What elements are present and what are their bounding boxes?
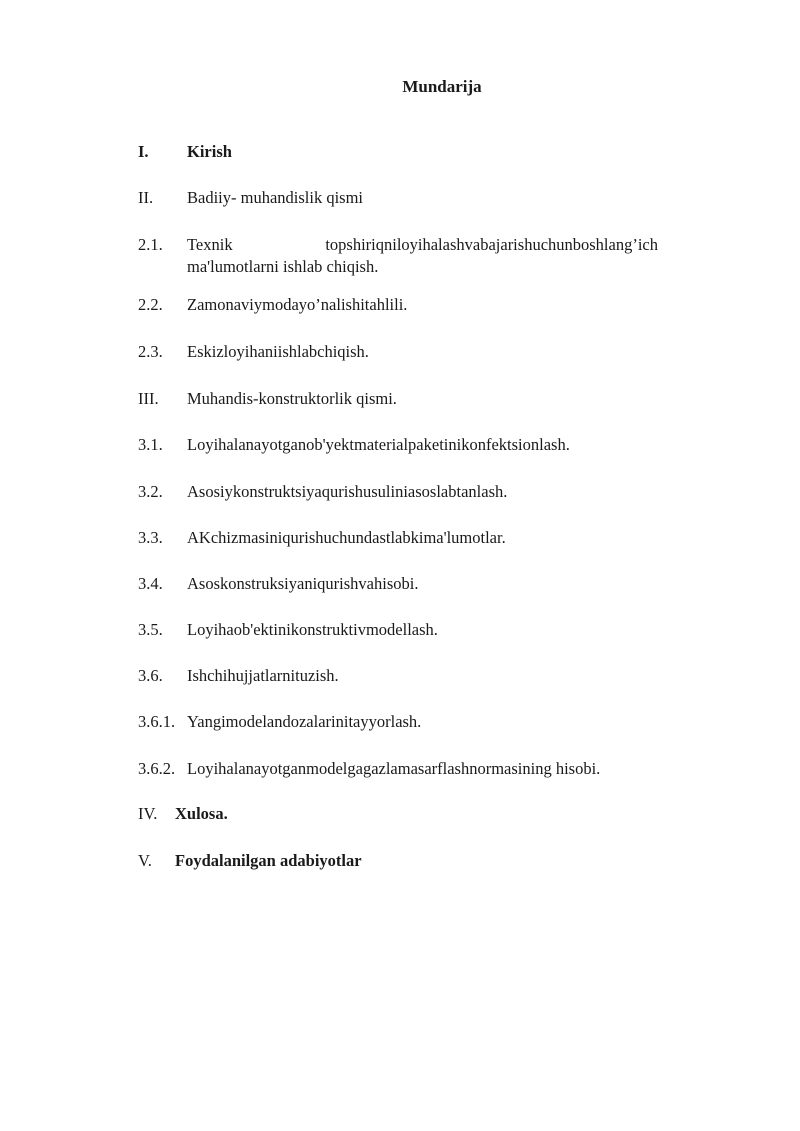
toc-text: Muhandis-konstruktorlik qismi. [187,389,397,408]
toc-text: Zamonaviymodayo’nalishitahlili. [187,295,408,314]
toc-number: III. [138,389,159,408]
toc-text: Kirish [187,142,232,161]
toc-number: II. [138,188,154,207]
toc-text: Asosiykonstruktsiyaqurishusuliniasoslabtanlash. [187,482,508,501]
toc-number: 3.2. [138,482,163,501]
toc-number: 3.3. [138,528,163,547]
toc-number: 3.6.1. [138,712,176,731]
toc-number: 3.4. [138,574,163,593]
toc-text: Yangimodelandozalarinitayyorlash. [187,712,422,731]
toc-number: 3.5. [138,620,163,639]
toc-text: Eskizloyihaniishlabchiqish. [187,342,369,361]
toc-text-part: Texnik [187,235,233,254]
toc-number: V. [138,851,152,870]
toc-text: Badiiy- muhandislik qismi [187,188,363,207]
toc-number: IV. [138,804,158,823]
toc-number: 3.6. [138,666,163,685]
toc-text: AKchizmasiniqurishuchundastlabkima'lumotlar. [187,528,506,547]
toc-number: 2.1. [138,235,163,254]
toc-text [187,234,658,278]
page-title: Mundarija [402,77,482,96]
toc-text-part: topshiriqniloyihalashvabajarishuchunboshlang’ich [325,235,658,254]
toc-number: 2.3. [138,342,163,361]
toc-number: 3.6.2. [138,759,176,778]
toc-text: Ishchihujjatlarnituzish. [187,666,339,685]
toc-text: Xulosa. [175,804,228,823]
toc-number: I. [138,142,149,161]
toc-number: 2.2. [138,295,163,314]
toc-number: 3.1. [138,435,163,454]
toc-text: Loyihaob'ektinikonstruktivmodellash. [187,620,438,639]
toc-text: Loyihalanayotganmodelgagazlamasarflashnormasining hisobi. [187,759,601,778]
toc-text: Foydalanilgan adabiyotlar [175,851,362,870]
toc-text: Asoskonstruksiyaniqurishvahisobi. [187,574,419,593]
toc-text-part: ma'lumotlarni ishlab chiqish. [187,257,379,276]
toc-text: Loyihalanayotganob'yektmaterialpaketinikonfektsionlash. [187,435,570,454]
